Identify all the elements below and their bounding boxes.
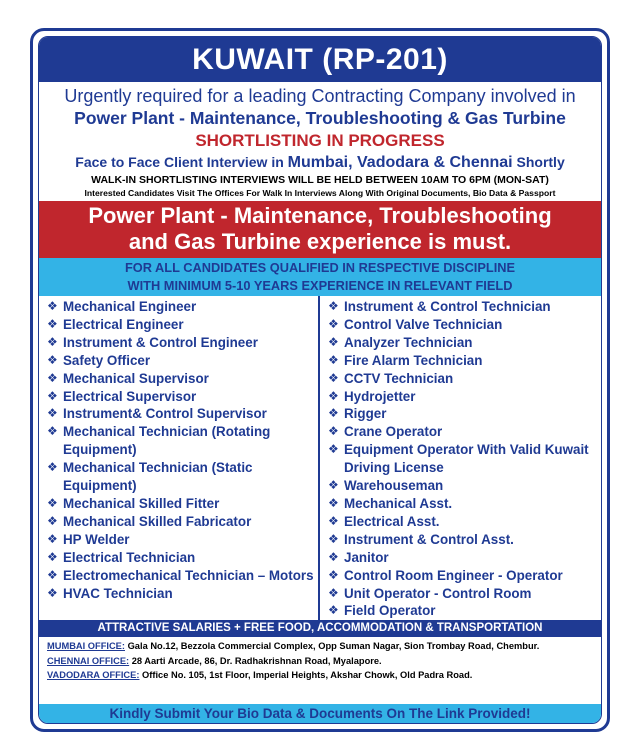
- diamond-bullet-icon: ❖: [328, 585, 339, 600]
- position-item: [328, 298, 601, 316]
- position-item: [328, 477, 601, 495]
- diamond-bullet-icon: ❖: [47, 513, 58, 528]
- interview-cities: Mumbai, Vadodara & Chennai: [287, 154, 513, 171]
- requirement-line-2: and Gas Turbine experience is must.: [128, 229, 512, 254]
- position-item: [328, 513, 601, 531]
- diamond-bullet-icon: ❖: [328, 549, 339, 564]
- position-item: [328, 316, 601, 334]
- position-label: Janitor: [344, 549, 389, 565]
- qualification-line-2: WITH MINIMUM 5-10 YEARS EXPERIENCE IN RELEVANT FIELD: [127, 278, 513, 293]
- position-label: Electrical Technician: [63, 549, 196, 565]
- position-label: Control Room Engineer - Operator: [344, 567, 563, 583]
- offices-section: [39, 637, 601, 683]
- requirement-line-1: Power Plant - Maintenance, Troubleshooting: [88, 203, 552, 228]
- position-item: [328, 441, 601, 477]
- diamond-bullet-icon: ❖: [328, 334, 339, 349]
- position-item: [47, 423, 318, 459]
- position-label: Instrument & Control Asst.: [344, 531, 514, 547]
- position-item: [328, 388, 601, 406]
- position-item: [47, 370, 318, 388]
- position-label: Electromechanical Technician – Motors: [63, 567, 314, 583]
- diamond-bullet-icon: ❖: [47, 352, 58, 367]
- position-item: [328, 352, 601, 370]
- job-advert-inner: [38, 36, 602, 724]
- office-label: MUMBAI OFFICE:: [47, 641, 125, 651]
- position-item: [328, 423, 601, 441]
- position-label: Mechanical Technician (Static Equipment): [63, 460, 253, 494]
- position-label: CCTV Technician: [344, 370, 454, 386]
- position-item: [328, 567, 601, 585]
- office-vadodara: [47, 668, 601, 683]
- position-label: Electrical Asst.: [344, 513, 440, 529]
- position-label: Electrical Supervisor: [63, 388, 197, 404]
- position-label: Mechanical Skilled Fabricator: [63, 513, 252, 529]
- position-item: [328, 602, 601, 620]
- submit-instruction: Kindly Submit Your Bio Data & Documents On The Link Provided!: [39, 704, 601, 723]
- diamond-bullet-icon: ❖: [328, 388, 339, 403]
- position-item: [328, 405, 601, 423]
- positions-right-column: [320, 296, 601, 620]
- diamond-bullet-icon: ❖: [328, 442, 339, 457]
- position-item: [47, 352, 318, 370]
- position-label: Crane Operator: [344, 424, 443, 440]
- diamond-bullet-icon: ❖: [47, 406, 58, 421]
- diamond-bullet-icon: ❖: [328, 316, 339, 331]
- interview-prefix: Face to Face Client Interview in: [75, 154, 288, 170]
- diamond-bullet-icon: ❖: [328, 352, 339, 367]
- diamond-bullet-icon: ❖: [328, 370, 339, 385]
- position-label: Hydrojetter: [344, 388, 416, 404]
- position-item: [47, 495, 318, 513]
- position-item: [47, 549, 318, 567]
- interview-line: [39, 152, 601, 173]
- diamond-bullet-icon: ❖: [47, 424, 58, 439]
- position-label: Mechanical Technician (Rotating Equipment): [63, 424, 271, 458]
- diamond-bullet-icon: ❖: [328, 478, 339, 493]
- diamond-bullet-icon: ❖: [47, 549, 58, 564]
- diamond-bullet-icon: ❖: [47, 460, 58, 475]
- diamond-bullet-icon: ❖: [47, 495, 58, 510]
- diamond-bullet-icon: ❖: [328, 531, 339, 546]
- positions-right-list: [328, 298, 601, 620]
- diamond-bullet-icon: ❖: [47, 388, 58, 403]
- diamond-bullet-icon: ❖: [328, 406, 339, 421]
- requirement-band: [39, 201, 601, 258]
- diamond-bullet-icon: ❖: [47, 567, 58, 582]
- diamond-bullet-icon: ❖: [328, 495, 339, 510]
- position-label: Unit Operator - Control Room: [344, 585, 532, 601]
- position-label: Analyzer Technician: [344, 334, 473, 350]
- position-item: [47, 334, 318, 352]
- position-item: [47, 567, 318, 585]
- position-item: [47, 316, 318, 334]
- diamond-bullet-icon: ❖: [47, 370, 58, 385]
- positions-left-column: [39, 296, 320, 620]
- position-item: [47, 459, 318, 495]
- position-item: [328, 549, 601, 567]
- diamond-bullet-icon: ❖: [47, 299, 58, 313]
- position-item: [328, 531, 601, 549]
- office-address: Gala No.12, Bezzola Commercial Complex, Opp Suman Nagar, Sion Trombay Road, Chembur.: [127, 641, 540, 651]
- position-item: [328, 585, 601, 603]
- qualification-band: [39, 258, 601, 296]
- advert-title: KUWAIT (RP-201): [39, 37, 601, 82]
- positions-columns: [39, 296, 601, 620]
- position-label: Field Operator: [344, 603, 436, 619]
- office-chennai: [47, 654, 601, 669]
- position-label: HP Welder: [63, 531, 130, 547]
- position-item: [47, 388, 318, 406]
- position-item: [47, 513, 318, 531]
- position-item: [47, 585, 318, 603]
- position-item: [47, 405, 318, 423]
- interested-notice: Interested Candidates Visit The Offices For Walk In Interviews Along With Original Documents, Bio Data & Passport: [84, 188, 556, 198]
- benefits-band: ATTRACTIVE SALARIES + FREE FOOD, ACCOMMODATION & TRANSPORTATION: [39, 620, 601, 637]
- position-label: Instrument& Control Supervisor: [63, 406, 267, 422]
- office-address: Office No. 105, 1st Floor, Imperial Heights, Akshar Chowk, Old Padra Road.: [142, 670, 473, 680]
- diamond-bullet-icon: ❖: [328, 424, 339, 439]
- shortlisting-status: SHORTLISTING IN PROGRESS: [195, 131, 445, 150]
- position-label: Warehouseman: [344, 478, 444, 494]
- position-item: [328, 334, 601, 352]
- diamond-bullet-icon: ❖: [328, 299, 339, 313]
- diamond-bullet-icon: ❖: [328, 603, 339, 618]
- diamond-bullet-icon: ❖: [47, 585, 58, 600]
- position-label: HVAC Technician: [63, 585, 173, 601]
- position-item: [47, 531, 318, 549]
- interview-suffix: Shortly: [512, 154, 565, 170]
- positions-left-list: [47, 298, 318, 602]
- office-mumbai: [47, 639, 601, 654]
- urgent-line: Urgently required for a leading Contracting Company involved in: [64, 86, 576, 106]
- diamond-bullet-icon: ❖: [47, 316, 58, 331]
- position-label: Mechanical Supervisor: [63, 370, 209, 386]
- position-label: Instrument & Control Technician: [344, 299, 551, 314]
- office-label: CHENNAI OFFICE:: [47, 655, 130, 666]
- position-label: Equipment Operator With Valid Kuwait Driving License: [344, 442, 589, 476]
- walkin-notice: WALK-IN SHORTLISTING INTERVIEWS WILL BE HELD BETWEEN 10AM TO 6PM (MON-SAT): [91, 174, 549, 186]
- position-label: Rigger: [344, 406, 387, 422]
- position-item: [328, 495, 601, 513]
- job-advert-frame: [30, 28, 610, 732]
- position-item: [47, 298, 318, 316]
- diamond-bullet-icon: ❖: [47, 334, 58, 349]
- position-label: Electrical Engineer: [63, 316, 184, 332]
- diamond-bullet-icon: ❖: [328, 567, 339, 582]
- position-label: Mechanical Skilled Fitter: [63, 495, 220, 511]
- position-item: [328, 370, 601, 388]
- office-label: VADODARA OFFICE:: [47, 670, 140, 680]
- position-label: Safety Officer: [63, 352, 151, 368]
- position-label: Fire Alarm Technician: [344, 352, 483, 368]
- office-address: 28 Aarti Arcade, 86, Dr. Radhakrishnan Road, Myalapore.: [131, 655, 382, 666]
- position-label: Mechanical Engineer: [63, 299, 197, 314]
- diamond-bullet-icon: ❖: [328, 513, 339, 528]
- position-label: Instrument & Control Engineer: [63, 334, 258, 350]
- position-label: Control Valve Technician: [344, 316, 503, 332]
- position-label: Mechanical Asst.: [344, 495, 453, 511]
- diamond-bullet-icon: ❖: [47, 531, 58, 546]
- qualification-line-1: FOR ALL CANDIDATES QUALIFIED IN RESPECTIVE DISCIPLINE: [124, 260, 516, 275]
- sector-line: Power Plant - Maintenance, Troubleshooting & Gas Turbine: [74, 108, 566, 128]
